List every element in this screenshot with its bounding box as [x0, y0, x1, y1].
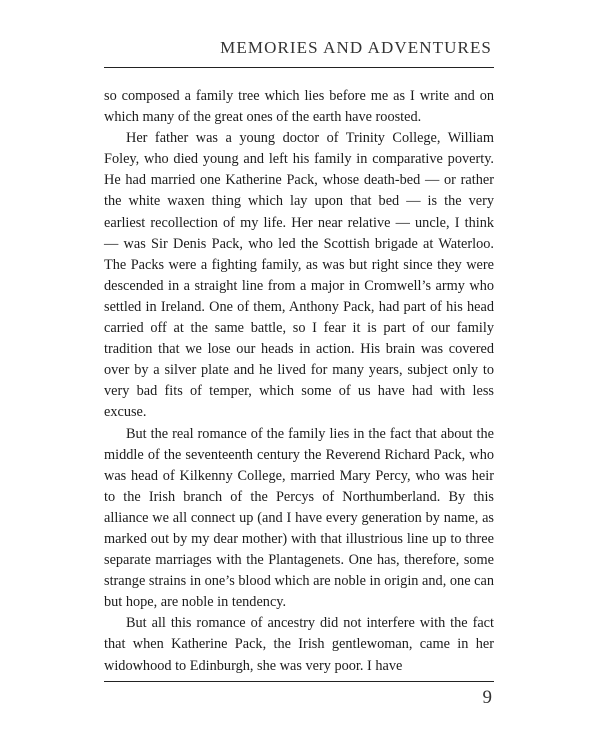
paragraph-continued: so composed a family tree which lies before me as I write and on which many of the great ones of the earth have roosted. — [104, 88, 494, 126]
footer-rule — [104, 681, 494, 682]
paragraph: Her father was a young doctor of Trinity College, William Foley, who died young and left his family in comparative poverty. He had married one Katherine Pack, whose death-bed — or rather the white waxen thing which lay upon that bed — is the very earliest recollection of my life. Her near relative — uncle, I think — was Sir Denis Pack, who led the Scottish brigade at Waterloo. The Packs were a fighting family, as was but right since they were descended in a straight line from a major in Cromwell’s army who settled in Ireland. One of them, Anthony Pack, had part of his head carried off at the same battle, so I fear it is part of our family tradition that we lose our heads in action. His brain was covered over by a silver plate and he lived for many years, subject only to very bad fits of temper, which some of us have had with less excuse. — [104, 130, 494, 421]
body-text — [104, 86, 494, 677]
header-rule — [104, 67, 494, 68]
paragraph: But the real romance of the family lies in the fact that about the middle of the seventeenth century the Reverend Richard Pack, who was head of Kilkenny College, married Mary Percy, who was heir to the Irish branch of the Percys of Northumberland. By this alliance we all connect up (and I have every generation by name, as marked out by my dear mother) with that illustrious line up to three separate marriages with the Plantagenets. One has, therefore, some strange strains in one’s blood which are noble in origin and, one can but hope, are noble in tendency. — [104, 425, 494, 611]
running-head-title: MEMORIES AND ADVENTURES — [220, 38, 492, 57]
paragraph: But all this romance of ancestry did not interfere with the fact that when Katherine Pack, the Irish gentlewoman, came in her widowhood to Edinburgh, she was very poor. I have — [104, 615, 494, 674]
page-number: 9 — [482, 687, 492, 708]
